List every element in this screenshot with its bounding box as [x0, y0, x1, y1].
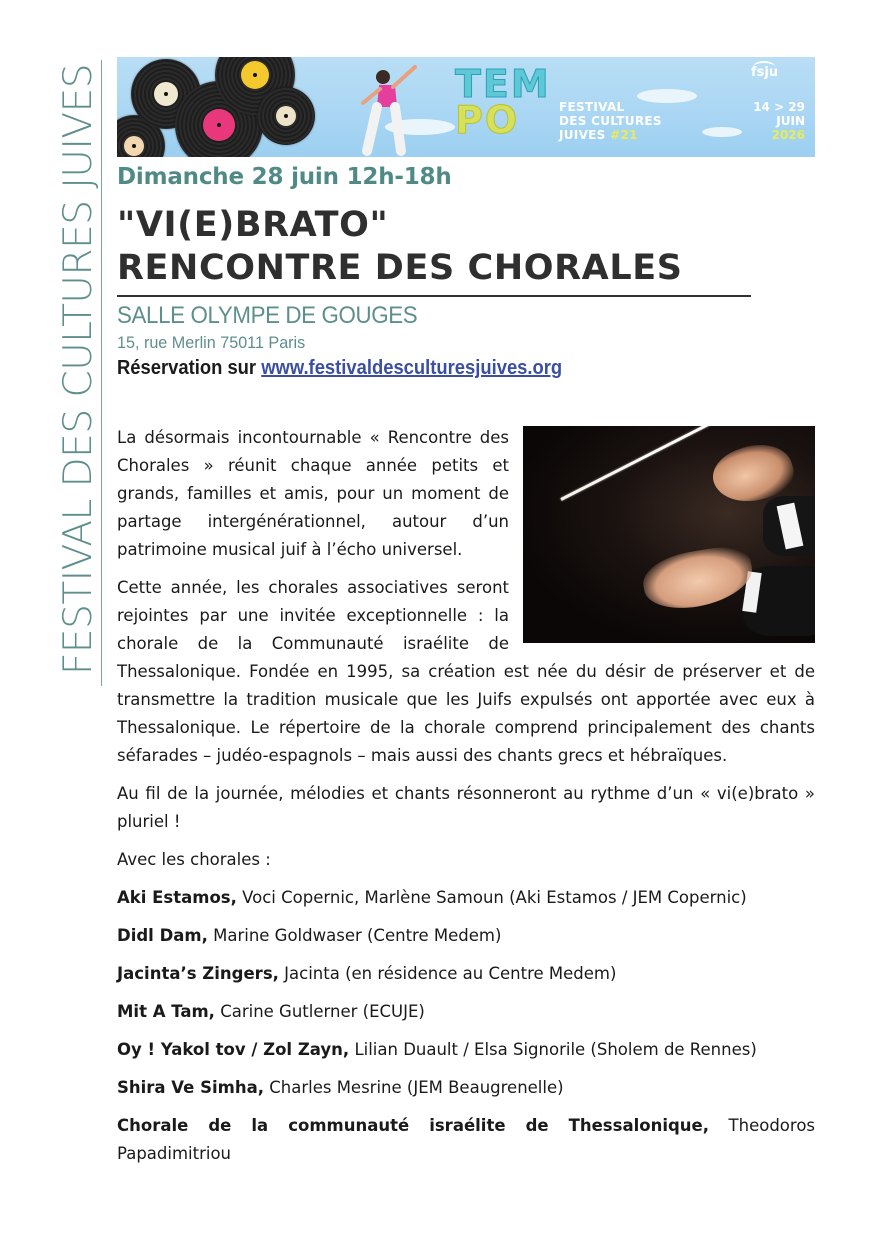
conductor-photo: [523, 426, 815, 643]
festival-line2: DES CULTURES: [559, 114, 662, 128]
side-title: [40, 60, 110, 675]
dancer-illustration: [345, 61, 435, 157]
side-title-text: FESTIVAL DES CULTURES JUIVES: [56, 64, 101, 675]
choir-details: Carine Gutlerner (ECUJE): [220, 1002, 425, 1021]
choir-name: Shira Ve Simha,: [117, 1078, 264, 1097]
choir-item: [117, 1112, 815, 1168]
choir-item: [117, 1074, 815, 1102]
choir-name: Didl Dam,: [117, 926, 208, 945]
choir-name: Mit A Tam,: [117, 1002, 215, 1021]
tempo-line2: PO: [455, 98, 520, 142]
choir-details: Lilian Duault / Elsa Signorile (Sholem de Rennes): [354, 1040, 757, 1059]
paragraph-guest-choir: Cette année, les chorales associatives seront rejointes par une invitée exceptionnelle : la chorale de la Communauté israélite de Thessalonique. Fondée en 1995, sa création est née du désir de préserver et de transmettre la tradition musicale que les Juifs expulsés ont apportée avec eux à Thessalonique. Le répertoire de la chorale comprend principalement des chants séfarades – judéo-espagnols – mais aussi des chants grecs et hébraïques.: [117, 578, 815, 765]
choir-details: Theodoros Papadimitriou: [117, 1116, 816, 1163]
reservation-line: [117, 357, 562, 380]
dates-line2: JUIN: [776, 114, 805, 128]
choir-details: Voci Copernic, Marlène Samoun (Aki Estamos / JEM Copernic): [242, 888, 747, 907]
choir-details: Jacinta (en résidence au Centre Medem): [284, 964, 617, 983]
fsju-logo: fsju: [751, 65, 779, 80]
festival-name: [559, 100, 662, 142]
tempo-logo: [455, 62, 551, 142]
paragraph-intro: La désormais incontournable « Rencontre des Chorales » réunit chaque année petits et grands, familles et amis, pour un moment de partage intergénérationnel, autour d’un patrimoine musical juif à l’écho universel.: [117, 428, 509, 559]
choir-name: Jacinta’s Zingers,: [117, 964, 279, 983]
festival-line3: JUIVES: [559, 128, 606, 142]
event-description: [117, 424, 815, 1178]
choir-item: [117, 1036, 815, 1064]
choir-item: [117, 922, 815, 950]
dates-line1: 14 > 29: [753, 100, 805, 114]
festival-dates: [753, 100, 805, 142]
side-divider: [101, 60, 102, 686]
choir-item: [117, 884, 815, 912]
event-date: Dimanche 28 juin 12h-18h: [117, 164, 452, 190]
event-title-line2: RENCONTRE DES CHORALES: [117, 248, 683, 288]
event-title-line1: "VI(E)BRATO": [117, 205, 389, 245]
choir-details: Marine Goldwaser (Centre Medem): [213, 926, 502, 945]
reservation-link[interactable]: www.festivaldesculturesjuives.org: [261, 357, 563, 379]
event-title: [117, 204, 683, 290]
choir-name: Oy ! Yakol tov / Zol Zayn,: [117, 1040, 350, 1059]
title-underline: [117, 295, 751, 297]
vinyl-record-icon: [257, 87, 315, 145]
venue-address: 15, rue Merlin 75011 Paris: [117, 333, 306, 352]
choir-item: [117, 998, 815, 1026]
reservation-label: Réservation sur: [117, 357, 257, 379]
choir-item: [117, 960, 815, 988]
festival-banner: [117, 57, 815, 157]
festival-number: #21: [610, 128, 638, 142]
choirs-intro: Avec les chorales :: [117, 850, 271, 869]
dates-year: 2026: [771, 128, 805, 142]
festival-line1: FESTIVAL: [559, 100, 625, 114]
cloud-decoration: [702, 127, 742, 137]
choirs-list: [117, 884, 815, 1168]
choir-name: Aki Estamos,: [117, 888, 237, 907]
choir-details: Charles Mesrine (JEM Beaugrenelle): [269, 1078, 564, 1097]
paragraph-closing: Au fil de la journée, mélodies et chants résonneront au rythme d’un « vi(e)brato » pluriel !: [117, 784, 815, 831]
choir-name: Chorale de la communauté israélite de Thessalonique,: [117, 1116, 709, 1135]
venue-name: SALLE OLYMPE DE GOUGES: [117, 302, 418, 329]
tempo-line1: TEM: [455, 62, 551, 106]
